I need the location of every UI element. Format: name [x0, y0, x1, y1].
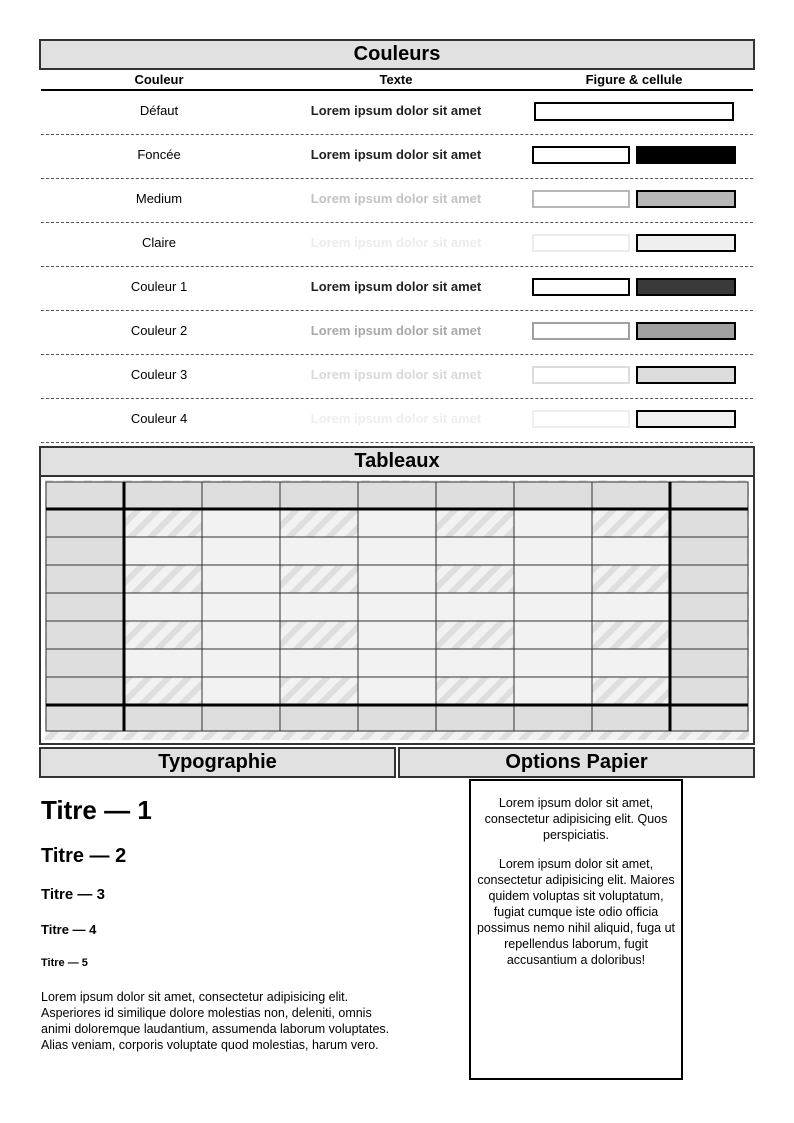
table-body-cell	[592, 621, 670, 649]
table-side-cell	[46, 565, 124, 593]
table-body-cell	[436, 593, 514, 621]
table-footer-cell	[670, 705, 748, 731]
table-side-cell	[670, 537, 748, 565]
typography-section-title: Typographie	[39, 747, 396, 778]
table-body-cell	[124, 621, 202, 649]
cell-fill-swatch	[636, 410, 736, 428]
table-header-cell	[358, 482, 436, 509]
column-header-couleur: Couleur	[134, 72, 184, 87]
table-body-cell	[280, 621, 358, 649]
figure-outline-swatch	[532, 322, 630, 340]
table-footer-cell	[358, 705, 436, 731]
color-row	[41, 223, 753, 267]
table-side-cell	[46, 509, 124, 537]
table-body-cell	[592, 537, 670, 565]
table-side-cell	[670, 565, 748, 593]
paper-paragraph-1: Lorem ipsum dolor sit amet, consectetur adipisicing elit. Quos perspiciatis.	[484, 796, 668, 842]
table-body-cell	[436, 677, 514, 705]
color-name: Couleur 2	[130, 323, 188, 338]
cell-fill-swatch	[636, 322, 736, 340]
table-body-cell	[202, 537, 280, 565]
table-footer-cell	[124, 705, 202, 731]
table-header-cell	[436, 482, 514, 509]
table-body-cell	[514, 593, 592, 621]
table-header-cell	[670, 482, 748, 509]
heading-2-sample: Titre — 2	[41, 845, 127, 867]
table-body-cell	[280, 593, 358, 621]
color-row	[41, 399, 753, 443]
table-header-cell	[124, 482, 202, 509]
color-row	[41, 91, 753, 135]
table-body-cell	[592, 509, 670, 537]
cell-fill-swatch	[636, 234, 736, 252]
table-body-cell	[202, 621, 280, 649]
table-body-cell	[280, 649, 358, 677]
table-footer-cell	[436, 705, 514, 731]
color-text-sample: Lorem ipsum dolor sit amet	[310, 147, 482, 162]
column-header-texte: Texte	[379, 72, 413, 87]
color-row	[41, 311, 753, 355]
color-text-sample: Lorem ipsum dolor sit amet	[310, 411, 482, 426]
cell-fill-swatch	[636, 146, 736, 164]
table-body-cell	[358, 677, 436, 705]
figure-outline-swatch	[532, 410, 630, 428]
table-body-cell	[436, 509, 514, 537]
table-body-cell	[592, 593, 670, 621]
sample-table	[45, 480, 749, 740]
table-body-cell	[280, 677, 358, 705]
table-body-cell	[358, 509, 436, 537]
table-footer-cell	[46, 705, 124, 731]
paper-preview-box	[469, 779, 683, 1080]
table-body-cell	[202, 565, 280, 593]
color-text-sample: Lorem ipsum dolor sit amet	[310, 235, 482, 250]
color-row	[41, 355, 753, 399]
table-body-cell	[358, 565, 436, 593]
table-body-cell	[592, 677, 670, 705]
table-body-cell	[436, 621, 514, 649]
color-text-sample: Lorem ipsum dolor sit amet	[310, 323, 482, 338]
figure-swatch	[534, 102, 734, 121]
color-name: Couleur 1	[130, 279, 188, 294]
table-body-cell	[358, 649, 436, 677]
table-body-cell	[202, 649, 280, 677]
heading-3-sample: Titre — 3	[41, 886, 105, 903]
table-side-cell	[670, 649, 748, 677]
table-side-cell	[46, 621, 124, 649]
table-side-cell	[670, 621, 748, 649]
table-body-cell	[592, 565, 670, 593]
color-row	[41, 179, 753, 223]
table-side-cell	[46, 593, 124, 621]
table-body-cell	[124, 677, 202, 705]
color-name: Claire	[142, 235, 176, 250]
color-name: Couleur 3	[130, 367, 188, 382]
table-body-cell	[280, 509, 358, 537]
paper-paragraph-2: Lorem ipsum dolor sit amet, consectetur adipisicing elit. Maiores quidem voluptas sit voluptatum, fugiat cumque iste odio officia possimus nemo nihil aliquid, fuga ut repellendus laborum, fugit accusantium a doloribus!	[476, 857, 676, 967]
table-body-cell	[124, 649, 202, 677]
table-body-cell	[514, 509, 592, 537]
table-body-cell	[514, 649, 592, 677]
paper-options-section-title: Options Papier	[398, 747, 755, 778]
figure-outline-swatch	[532, 190, 630, 208]
color-text-sample: Lorem ipsum dolor sit amet	[310, 367, 482, 382]
table-body-cell	[592, 649, 670, 677]
table-body-cell	[436, 649, 514, 677]
table-body-cell	[358, 621, 436, 649]
cell-fill-swatch	[636, 190, 736, 208]
table-body-cell	[514, 537, 592, 565]
table-body-cell	[124, 537, 202, 565]
table-side-cell	[46, 649, 124, 677]
table-side-cell	[670, 593, 748, 621]
table-body-cell	[514, 565, 592, 593]
table-side-cell	[46, 677, 124, 705]
table-body-cell	[124, 509, 202, 537]
table-body-cell	[436, 565, 514, 593]
table-body-cell	[358, 593, 436, 621]
figure-outline-swatch	[532, 366, 630, 384]
tables-section-title: Tableaux	[39, 446, 755, 477]
table-header-cell	[592, 482, 670, 509]
table-side-cell	[670, 509, 748, 537]
color-row	[41, 135, 753, 179]
figure-outline-swatch	[532, 278, 630, 296]
cell-fill-swatch	[636, 278, 736, 296]
color-name: Medium	[135, 191, 183, 206]
cell-fill-swatch	[636, 366, 736, 384]
color-name: Couleur 4	[130, 411, 188, 426]
color-row	[41, 267, 753, 311]
table-header-cell	[46, 482, 124, 509]
table-body-cell	[202, 593, 280, 621]
table-body-cell	[124, 565, 202, 593]
figure-outline-swatch	[532, 146, 630, 164]
heading-1-sample: Titre — 1	[41, 795, 152, 825]
column-header-figure-cellule: Figure & cellule	[585, 72, 683, 87]
table-body-cell	[280, 565, 358, 593]
heading-4-sample: Titre — 4	[41, 922, 97, 937]
table-body-cell	[202, 677, 280, 705]
color-text-sample: Lorem ipsum dolor sit amet	[310, 191, 482, 206]
heading-5-sample: Titre — 5	[41, 957, 88, 969]
color-name: Foncée	[137, 147, 181, 162]
color-text-sample: Lorem ipsum dolor sit amet	[310, 103, 482, 118]
table-footer-cell	[280, 705, 358, 731]
table-footer-cell	[514, 705, 592, 731]
table-body-cell	[514, 621, 592, 649]
table-body-cell	[280, 537, 358, 565]
body-text-sample: Lorem ipsum dolor sit amet, consectetur adipisicing elit. Asperiores id similique dolore molestias non, deleniti, omnis animi doloremque laudantium, assumenda laborum voluptates. Alias veniam, corporis voluptate quod molestias, harum vero.	[41, 990, 390, 1052]
table-body-cell	[436, 537, 514, 565]
table-body-cell	[514, 677, 592, 705]
colors-section-title: Couleurs	[39, 39, 755, 70]
table-footer-cell	[592, 705, 670, 731]
table-header-cell	[280, 482, 358, 509]
table-body-cell	[358, 537, 436, 565]
table-side-cell	[46, 537, 124, 565]
color-text-sample: Lorem ipsum dolor sit amet	[310, 279, 482, 294]
figure-outline-swatch	[532, 234, 630, 252]
table-footer-cell	[202, 705, 280, 731]
table-side-cell	[670, 677, 748, 705]
table-header-cell	[514, 482, 592, 509]
table-body-cell	[124, 593, 202, 621]
table-body-cell	[202, 509, 280, 537]
table-header-cell	[202, 482, 280, 509]
color-name: Défaut	[139, 103, 179, 118]
